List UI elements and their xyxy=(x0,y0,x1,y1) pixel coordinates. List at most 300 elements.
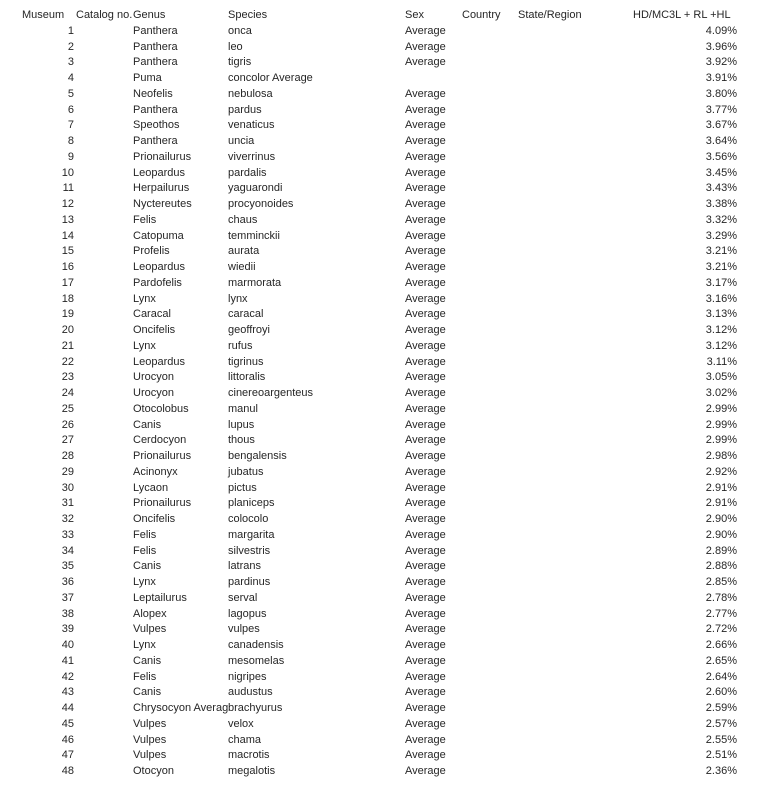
catalog-no-cell xyxy=(76,244,133,260)
ratio-cell: 2.72% xyxy=(705,623,737,636)
ratio-cell: 2.99% xyxy=(705,402,737,415)
table-row xyxy=(22,654,737,670)
table-row xyxy=(22,607,737,623)
state-region-cell xyxy=(518,764,633,780)
row-number-cell: 21 xyxy=(61,339,74,352)
row-number-cell: 39 xyxy=(61,623,74,636)
ratio-cell: 3.21% xyxy=(705,261,737,273)
ratio-cell: 2.91% xyxy=(705,481,737,494)
country-cell xyxy=(462,276,518,292)
row-number-cell: 12 xyxy=(61,198,74,210)
species-cell: temminckii xyxy=(228,229,280,242)
col-header-country: Country xyxy=(462,9,501,21)
state-region-cell xyxy=(518,386,633,402)
country-cell xyxy=(462,118,518,134)
species-cell: marmorata xyxy=(228,276,282,289)
species-cell: viverrinus xyxy=(228,150,276,163)
row-number-cell: 38 xyxy=(61,607,74,620)
country-cell xyxy=(462,244,518,260)
sex-cell: Average xyxy=(405,24,446,37)
table-row xyxy=(22,55,737,71)
ratio-cell: 3.29% xyxy=(705,229,737,242)
state-region-cell xyxy=(518,622,633,638)
country-cell xyxy=(462,150,518,166)
table-row xyxy=(22,449,737,465)
genus-cell: Vulpes xyxy=(133,733,167,746)
species-cell: lynx xyxy=(228,292,248,305)
sex-cell: Average xyxy=(405,544,446,557)
country-cell xyxy=(462,733,518,749)
state-region-cell xyxy=(518,166,633,182)
country-cell xyxy=(462,764,518,780)
table-row xyxy=(22,559,737,575)
catalog-no-cell xyxy=(76,323,133,339)
table-row xyxy=(22,591,737,607)
sex-cell: Average xyxy=(405,182,446,195)
country-cell xyxy=(462,717,518,733)
country-cell xyxy=(462,24,518,40)
ratio-cell: 3.38% xyxy=(705,198,737,210)
genus-cell: Panthera xyxy=(133,24,178,37)
ratio-cell: 3.77% xyxy=(705,103,737,116)
sex-cell: Average xyxy=(405,198,446,210)
genus-cell: Lycaon xyxy=(133,481,169,494)
sex-cell: Average xyxy=(405,576,446,588)
state-region-cell xyxy=(518,481,633,497)
table-row xyxy=(22,370,737,386)
genus-cell: Otocyon xyxy=(133,765,174,777)
table-row xyxy=(22,418,737,434)
row-number-cell: 19 xyxy=(61,308,74,321)
ratio-cell: 2.89% xyxy=(705,544,737,557)
ratio-cell: 3.80% xyxy=(705,87,737,100)
sex-cell: Average xyxy=(405,40,446,53)
species-cell: silvestris xyxy=(228,544,271,557)
country-cell xyxy=(462,181,518,197)
country-cell xyxy=(462,591,518,607)
species-cell: onca xyxy=(228,24,252,37)
sex-cell: Average xyxy=(405,560,446,573)
species-cell: canadensis xyxy=(228,639,284,651)
table-row xyxy=(22,717,737,733)
catalog-no-cell xyxy=(76,24,133,40)
sex-cell: Average xyxy=(405,292,446,305)
genus-cell: Speothos xyxy=(133,119,180,132)
country-cell xyxy=(462,449,518,465)
ratio-cell: 3.91% xyxy=(705,72,737,84)
col-header-genus: Genus xyxy=(133,9,166,21)
catalog-no-cell xyxy=(76,307,133,323)
ratio-cell: 2.64% xyxy=(705,670,737,683)
state-region-cell xyxy=(518,71,633,87)
col-header-sex: Sex xyxy=(405,9,424,21)
table-row xyxy=(22,386,737,402)
row-number-cell: 8 xyxy=(67,135,74,147)
state-region-cell xyxy=(518,418,633,434)
sex-cell: Average xyxy=(405,528,446,541)
table-row xyxy=(22,544,737,560)
species-cell: audustus xyxy=(228,686,273,699)
genus-cell: Chrysocyon Averag xyxy=(133,702,229,714)
catalog-no-cell xyxy=(76,670,133,686)
sex-cell: Average xyxy=(405,87,446,100)
table-row xyxy=(22,103,737,119)
state-region-cell xyxy=(518,449,633,465)
sex-cell: Average xyxy=(405,717,446,730)
genus-cell: Vulpes xyxy=(133,749,167,762)
species-cell: latrans xyxy=(228,560,262,573)
sex-cell: Average xyxy=(405,749,446,762)
sex-cell: Average xyxy=(405,213,446,226)
ratio-cell: 2.77% xyxy=(705,607,737,620)
country-cell xyxy=(462,575,518,591)
state-region-cell xyxy=(518,654,633,670)
state-region-cell xyxy=(518,607,633,623)
country-cell xyxy=(462,339,518,355)
ratio-cell: 2.99% xyxy=(705,434,737,447)
species-cell: macrotis xyxy=(228,749,270,762)
table-row xyxy=(22,307,737,323)
species-cell: wiedii xyxy=(228,261,256,273)
species-table xyxy=(22,8,737,780)
genus-cell: Pardofelis xyxy=(133,276,182,289)
sex-cell: Average xyxy=(405,119,446,132)
country-cell xyxy=(462,134,518,150)
table-row xyxy=(22,276,737,292)
species-cell: tigrinus xyxy=(228,355,264,368)
species-cell: geoffroyi xyxy=(228,324,270,336)
catalog-no-cell xyxy=(76,528,133,544)
state-region-cell xyxy=(518,701,633,717)
table-row xyxy=(22,166,737,182)
genus-cell: Profelis xyxy=(133,245,170,258)
catalog-no-cell xyxy=(76,748,133,764)
row-number-cell: 48 xyxy=(61,765,74,777)
table-row xyxy=(22,260,737,276)
ratio-cell: 2.88% xyxy=(705,560,737,573)
genus-cell: Caracal xyxy=(133,308,171,321)
table-row xyxy=(22,638,737,654)
ratio-cell: 3.96% xyxy=(705,40,737,53)
catalog-no-cell xyxy=(76,370,133,386)
catalog-no-cell xyxy=(76,213,133,229)
species-cell: bengalensis xyxy=(228,450,287,462)
ratio-cell: 3.12% xyxy=(705,339,737,352)
table-row xyxy=(22,433,737,449)
state-region-cell xyxy=(518,402,633,418)
sex-cell: Average xyxy=(405,324,446,336)
sex-cell: Average xyxy=(405,654,446,667)
ratio-cell: 3.67% xyxy=(705,119,737,132)
genus-cell: Panthera xyxy=(133,40,178,53)
country-cell xyxy=(462,622,518,638)
ratio-cell: 3.45% xyxy=(705,166,737,179)
ratio-cell: 3.02% xyxy=(705,387,737,399)
state-region-cell xyxy=(518,150,633,166)
row-number-cell: 4 xyxy=(67,72,74,84)
row-number-cell: 18 xyxy=(61,292,74,305)
sex-cell: Average xyxy=(405,387,446,399)
col-header-museum: Museum xyxy=(22,9,65,21)
species-cell: rufus xyxy=(228,339,253,352)
catalog-no-cell xyxy=(76,339,133,355)
sex-cell: Average xyxy=(405,103,446,116)
catalog-no-cell xyxy=(76,103,133,119)
catalog-no-cell xyxy=(76,292,133,308)
ratio-cell: 3.16% xyxy=(705,292,737,305)
genus-cell: Otocolobus xyxy=(133,402,189,415)
state-region-cell xyxy=(518,134,633,150)
genus-cell: Canis xyxy=(133,654,162,667)
species-cell: manul xyxy=(228,402,258,415)
sex-cell: Average xyxy=(405,135,446,147)
state-region-cell xyxy=(518,339,633,355)
col-header-hd-mc3l-rl-hl: HD/MC3L + RL +HL xyxy=(633,9,731,21)
row-number-cell: 35 xyxy=(61,560,74,573)
species-cell: megalotis xyxy=(228,765,276,777)
state-region-cell xyxy=(518,591,633,607)
ratio-cell: 2.90% xyxy=(705,528,737,541)
genus-cell: Lynx xyxy=(133,576,156,588)
catalog-no-cell xyxy=(76,764,133,780)
table-row xyxy=(22,339,737,355)
country-cell xyxy=(462,670,518,686)
row-number-cell: 3 xyxy=(67,56,74,69)
table-row xyxy=(22,701,737,717)
table-row xyxy=(22,323,737,339)
sex-cell: Average xyxy=(405,481,446,494)
row-number-cell: 16 xyxy=(61,261,74,273)
species-cell: brachyurus xyxy=(228,702,283,714)
genus-cell: Acinonyx xyxy=(133,465,178,478)
genus-cell: Leopardus xyxy=(133,166,185,179)
country-cell xyxy=(462,386,518,402)
genus-cell: Felis xyxy=(133,213,157,226)
genus-cell: Panthera xyxy=(133,56,178,69)
catalog-no-cell xyxy=(76,654,133,670)
sex-cell: Average xyxy=(405,229,446,242)
ratio-cell: 2.65% xyxy=(705,654,737,667)
sex-cell: Average xyxy=(405,418,446,431)
country-cell xyxy=(462,418,518,434)
species-cell: lagopus xyxy=(228,607,267,620)
row-number-cell: 14 xyxy=(61,229,74,242)
sex-cell xyxy=(405,71,462,87)
sex-cell: Average xyxy=(405,245,446,258)
state-region-cell xyxy=(518,670,633,686)
genus-cell: Leopardus xyxy=(133,355,185,368)
table-row xyxy=(22,685,737,701)
catalog-no-cell xyxy=(76,717,133,733)
country-cell xyxy=(462,197,518,213)
table-row xyxy=(22,575,737,591)
catalog-no-cell xyxy=(76,638,133,654)
catalog-no-cell xyxy=(76,465,133,481)
genus-cell: Herpailurus xyxy=(133,182,190,195)
table-row xyxy=(22,87,737,103)
state-region-cell xyxy=(518,496,633,512)
genus-cell: Felis xyxy=(133,670,157,683)
catalog-no-cell xyxy=(76,181,133,197)
row-number-cell: 5 xyxy=(67,87,74,100)
catalog-no-cell xyxy=(76,496,133,512)
sex-cell: Average xyxy=(405,339,446,352)
genus-cell: Lynx xyxy=(133,292,156,305)
sex-cell: Average xyxy=(405,402,446,415)
row-number-cell: 7 xyxy=(67,119,74,132)
species-cell: caracal xyxy=(228,308,264,321)
genus-cell: Puma xyxy=(133,72,162,84)
country-cell xyxy=(462,166,518,182)
ratio-cell: 3.92% xyxy=(705,56,737,69)
row-number-cell: 32 xyxy=(61,513,74,525)
species-cell: venaticus xyxy=(228,119,275,132)
genus-cell: Neofelis xyxy=(133,87,173,100)
country-cell xyxy=(462,701,518,717)
country-cell xyxy=(462,748,518,764)
catalog-no-cell xyxy=(76,166,133,182)
country-cell xyxy=(462,528,518,544)
table-row xyxy=(22,481,737,497)
state-region-cell xyxy=(518,292,633,308)
genus-cell: Cerdocyon xyxy=(133,434,187,447)
catalog-no-cell xyxy=(76,685,133,701)
sex-cell: Average xyxy=(405,450,446,462)
catalog-no-cell xyxy=(76,40,133,56)
country-cell xyxy=(462,607,518,623)
row-number-cell: 31 xyxy=(61,497,74,510)
country-cell xyxy=(462,559,518,575)
country-cell xyxy=(462,103,518,119)
row-number-cell: 25 xyxy=(61,402,74,415)
catalog-no-cell xyxy=(76,55,133,71)
row-number-cell: 33 xyxy=(61,528,74,541)
country-cell xyxy=(462,465,518,481)
genus-cell: Lynx xyxy=(133,339,156,352)
ratio-cell: 2.36% xyxy=(705,765,737,777)
country-cell xyxy=(462,638,518,654)
species-cell: tigris xyxy=(228,56,252,69)
species-cell: planiceps xyxy=(228,497,275,510)
ratio-cell: 3.64% xyxy=(705,135,737,147)
row-number-cell: 45 xyxy=(61,717,74,730)
species-cell: margarita xyxy=(228,528,275,541)
country-cell xyxy=(462,512,518,528)
ratio-cell: 3.13% xyxy=(705,308,737,321)
species-cell: uncia xyxy=(228,135,255,147)
catalog-no-cell xyxy=(76,276,133,292)
row-number-cell: 28 xyxy=(61,450,74,462)
row-number-cell: 13 xyxy=(61,213,74,226)
state-region-cell xyxy=(518,229,633,245)
species-cell: pardalis xyxy=(228,166,267,179)
catalog-no-cell xyxy=(76,355,133,371)
country-cell xyxy=(462,481,518,497)
catalog-no-cell xyxy=(76,402,133,418)
state-region-cell xyxy=(518,512,633,528)
ratio-cell: 2.57% xyxy=(705,717,737,730)
table-row xyxy=(22,213,737,229)
genus-cell: Panthera xyxy=(133,135,178,147)
sex-cell: Average xyxy=(405,497,446,510)
species-cell: mesomelas xyxy=(228,654,285,667)
genus-cell: Felis xyxy=(133,528,157,541)
sex-cell: Average xyxy=(405,686,446,699)
sex-cell: Average xyxy=(405,607,446,620)
sex-cell: Average xyxy=(405,591,446,604)
row-number-cell: 42 xyxy=(61,670,74,683)
genus-cell: Urocyon xyxy=(133,387,174,399)
col-header-catalog-no: Catalog no. xyxy=(76,9,133,21)
table-row xyxy=(22,229,737,245)
ratio-cell: 2.66% xyxy=(705,639,737,651)
ratio-cell: 2.55% xyxy=(705,733,737,746)
catalog-no-cell xyxy=(76,197,133,213)
catalog-no-cell xyxy=(76,229,133,245)
table-row xyxy=(22,24,737,40)
row-number-cell: 23 xyxy=(61,371,74,384)
ratio-cell: 3.11% xyxy=(706,355,737,368)
sex-cell: Average xyxy=(405,308,446,321)
genus-cell: Felis xyxy=(133,544,157,557)
species-cell: procyonoides xyxy=(228,198,294,210)
ratio-cell: 2.60% xyxy=(705,686,737,699)
species-cell: velox xyxy=(228,717,254,730)
species-cell: pictus xyxy=(228,481,257,494)
genus-cell: Vulpes xyxy=(133,717,167,730)
genus-cell: Prionailurus xyxy=(133,450,192,462)
table-row xyxy=(22,40,737,56)
country-cell xyxy=(462,260,518,276)
country-cell xyxy=(462,402,518,418)
table-row xyxy=(22,118,737,134)
catalog-no-cell xyxy=(76,386,133,402)
table-body xyxy=(22,24,737,780)
country-cell xyxy=(462,292,518,308)
sex-cell: Average xyxy=(405,765,446,777)
genus-cell: Leptailurus xyxy=(133,591,187,604)
genus-cell: Lynx xyxy=(133,639,156,651)
table-row xyxy=(22,748,737,764)
state-region-cell xyxy=(518,181,633,197)
country-cell xyxy=(462,71,518,87)
row-number-cell: 17 xyxy=(61,276,74,289)
ratio-cell: 2.91% xyxy=(705,497,737,510)
state-region-cell xyxy=(518,355,633,371)
ratio-cell: 3.17% xyxy=(705,276,737,289)
table-row xyxy=(22,71,737,87)
table-row xyxy=(22,512,737,528)
row-number-cell: 37 xyxy=(61,591,74,604)
sex-cell: Average xyxy=(405,702,446,714)
country-cell xyxy=(462,685,518,701)
ratio-cell: 3.32% xyxy=(705,213,737,226)
sex-cell: Average xyxy=(405,166,446,179)
table-row xyxy=(22,670,737,686)
state-region-cell xyxy=(518,528,633,544)
row-number-cell: 22 xyxy=(61,355,74,368)
country-cell xyxy=(462,654,518,670)
ratio-cell: 2.92% xyxy=(705,465,737,478)
col-header-state-region: State/Region xyxy=(518,9,582,21)
sex-cell: Average xyxy=(405,56,446,69)
row-number-cell: 26 xyxy=(61,418,74,431)
col-header-species: Species xyxy=(228,9,268,21)
state-region-cell xyxy=(518,733,633,749)
row-number-cell: 40 xyxy=(61,639,74,651)
table-row xyxy=(22,733,737,749)
row-number-cell: 30 xyxy=(61,481,74,494)
